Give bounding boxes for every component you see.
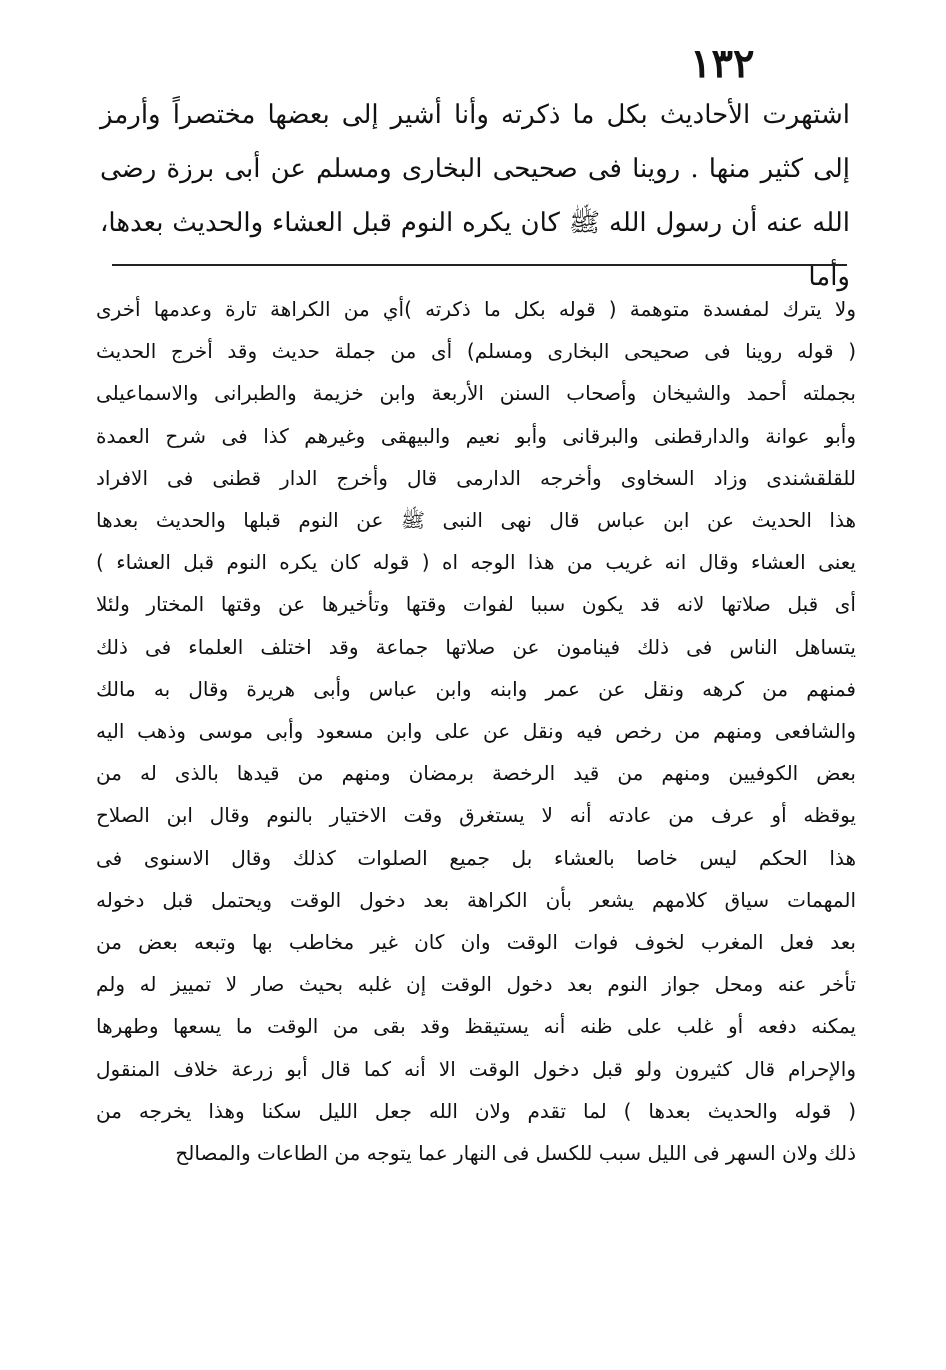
commentary-line: ( قوله والحديث بعدها ) لما تقدم ولان الله جعل الليل سكنا وهذا يخرجه من xyxy=(96,1098,856,1123)
commentary-line: وأبو عوانة والدارقطنى والبرقانى وأبو نعيم والبيهقى وغيرهم كذا فى شرح العمدة xyxy=(96,423,856,448)
commentary-line: والشافعى ومنهم من رخص فيه ونقل عن على وابن مسعود وأبى موسى وذهب اليه xyxy=(96,719,856,744)
commentary-line: هذا الحكم ليس خاصا بالعشاء بل جميع الصلوات كذلك وقال الاسنوى فى xyxy=(96,845,856,870)
commentary-line: أى قبل صلاتها لانه قد يكون سببا لفوات وقتها وتأخيرها عن وقتها المختار ولئلا xyxy=(96,592,856,617)
commentary-line: ذلك ولان السهر فى الليل سبب للكسل فى النهار عما يتوجه من الطاعات والمصالح xyxy=(175,1141,856,1166)
main-text-line: إلى كثير منها . روينا فى صحيحى البخارى ومسلم عن أبى برزة رضى xyxy=(100,154,850,184)
commentary-line: للقلقشندى وزاد السخاوى وأخرجه الدارمى قال وأخرج الدار قطنى فى الافراد xyxy=(96,465,856,490)
commentary-line: بعد فعل المغرب لخوف فوات الوقت وان كان غير مخاطب بها وتبعه بعض من xyxy=(96,930,856,955)
commentary-line: هذا الحديث عن ابن عباس قال نهى النبى ﷺ عن النوم قبلها والحديث بعدها xyxy=(96,508,856,533)
commentary-line: ( قوله روينا فى صحيحى البخارى ومسلم) أى من جملة حديث وقد أخرج الحديث xyxy=(96,339,856,364)
commentary-line: تأخر عنه ومحل جواز النوم بعد دخول الوقت إن غلبه بحيث صار لا تمييز له ولم xyxy=(96,972,856,997)
commentary-line: يتساهل الناس فى ذلك فينامون عن صلاتها جماعة وقد اختلف العلماء فى ذلك xyxy=(96,634,856,659)
commentary-line: بجملته أحمد والشيخان وأصحاب السنن الأربعة وابن خزيمة والطبرانى والاسماعيلى xyxy=(96,381,856,406)
commentary-line: والإحرام قال كثيرون ولو قبل دخول الوقت الا أنه كما قال أبو زرعة خلاف المنقول xyxy=(96,1056,856,1081)
commentary-line: يمكنه دفعه أو غلب على ظنه أنه يستيقظ وقد بقى من الوقت ما يسعها وطهرها xyxy=(96,1014,856,1039)
commentary-line: فمنهم من كرهه ونقل عن عمر وابنه وابن عباس وأبى هريرة وقال به مالك xyxy=(96,676,856,701)
commentary-line: بعض الكوفيين ومنهم من قيد الرخصة برمضان ومنهم من قيدها بالذى له من xyxy=(96,761,856,786)
commentary-text xyxy=(96,288,856,1174)
commentary-line: يوقظه أو عرف من عادته أنه لا يستغرق وقت الاختيار بالنوم وقال ابن الصلاح xyxy=(96,803,856,828)
commentary-line: المهمات سياق كلامهم يشعر بأن الكراهة بعد دخول الوقت ويحتمل قبل دخوله xyxy=(96,887,856,912)
commentary-line: ولا يترك لمفسدة متوهمة ( قوله بكل ما ذكرته )أي من الكراهة تارة وعدمها أخرى xyxy=(96,297,856,321)
footnote-divider xyxy=(112,264,847,266)
commentary-line: يعنى العشاء وقال انه غريب من هذا الوجه اه ( قوله كان يكره النوم قبل العشاء ) xyxy=(96,550,856,575)
main-text-line: اشتهرت الأحاديث بكل ما ذكرته وأنا أشير إلى بعضها مختصراً وأرمز xyxy=(100,100,850,130)
main-text-line: الله عنه أن رسول الله ﷺ كان يكره النوم قبل العشاء والحديث بعدها، وأما xyxy=(100,208,850,292)
page-number: ١٣٢ xyxy=(690,40,755,87)
main-text xyxy=(100,88,850,304)
